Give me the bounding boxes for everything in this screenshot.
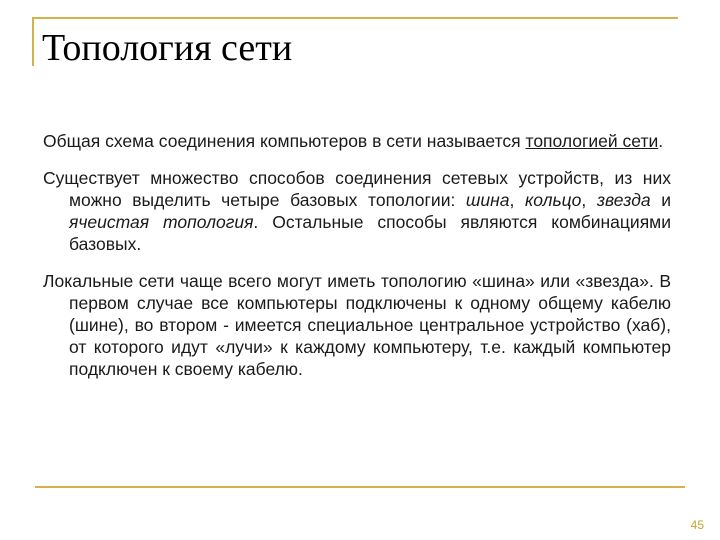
term-ring: кольцо: [524, 190, 582, 210]
separator: и: [650, 190, 671, 210]
topology-term: топологией сети: [525, 131, 659, 151]
paragraph-text: .: [658, 131, 664, 151]
left-rule: [32, 17, 34, 66]
page-number: 45: [690, 518, 704, 532]
separator: ,: [509, 190, 525, 210]
separator: ,: [581, 190, 597, 210]
paragraph-text: Общая схема соединения компьютеров в сети называется: [43, 131, 526, 151]
paragraph-definition: [43, 130, 671, 152]
term-bus: шина: [465, 190, 510, 210]
paragraph-text: . Остальные способы являются комбинациями базовых.: [69, 212, 671, 254]
paragraph-topologies: [43, 167, 671, 255]
term-star: звезда: [596, 190, 651, 210]
paragraph-local-networks: Локальные сети чаще всего могут иметь топологию «шина» или «звезда». В первом случае все компьютеры подключены к одному общему кабелю (шине), во втором - имеется специальное центральное устройство (хаб), от которого идут «лучи» к каждому компьютеру, т.е. каждый компьютер подключен к своему кабелю.: [43, 271, 671, 379]
slide-title: Топология сети: [42, 27, 293, 69]
term-mesh: ячеистая топология: [69, 212, 254, 232]
paragraph-text: Существует множество способов соединения сетевых устройств, из них можно выделить четыре базовых топологии:: [43, 168, 671, 210]
top-rule: [32, 17, 678, 19]
bottom-rule: [35, 486, 685, 488]
slide-body: [43, 130, 671, 380]
